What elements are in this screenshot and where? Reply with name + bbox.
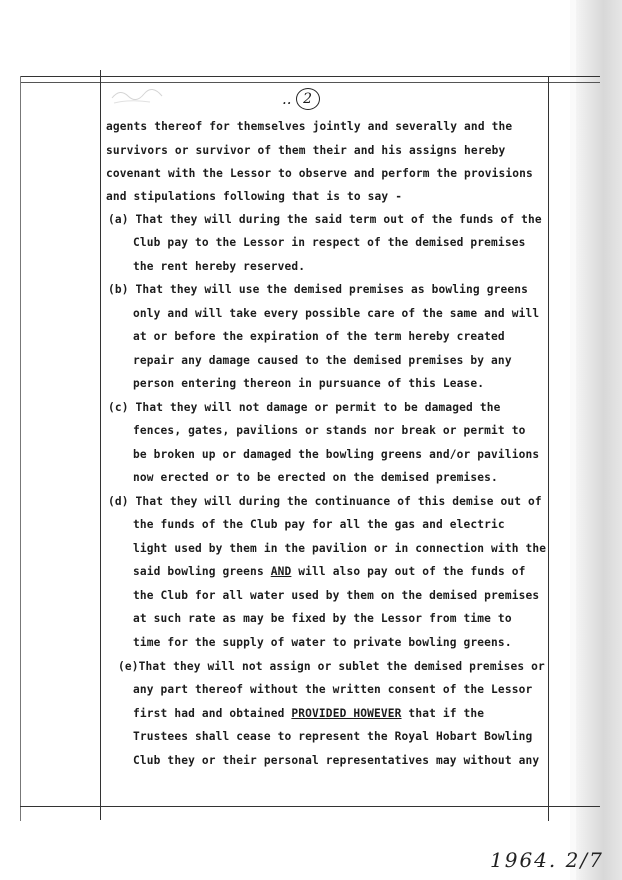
text-line: any part thereof without the written consent of the Lessor (133, 683, 533, 696)
page-number-prefix: .. (282, 90, 292, 108)
text-line: person entering thereon in pursuance of this Lease. (133, 377, 485, 390)
text-line: (d) That they will during the continuance of this demise out of (108, 495, 542, 508)
bottom-rule (20, 806, 600, 807)
text-line: the rent hereby reserved. (133, 260, 306, 273)
text-line: only and will take every possible care of the same and will (133, 307, 540, 320)
faint-scribble (110, 84, 170, 106)
text-line: Club they or their personal representatives may without any (133, 754, 540, 767)
scan-edge-highlight (570, 0, 576, 880)
text-line: time for the supply of water to private bowling greens. (133, 636, 512, 649)
text-line: said bowling greens AND will also pay out of the funds of (133, 565, 526, 578)
text-line: (c) That they will not damage or permit to be damaged the (108, 401, 501, 414)
text-line: fences, gates, pavilions or stands nor break or permit to (133, 424, 526, 437)
text-line: Club pay to the Lessor in respect of the demised premises (133, 236, 526, 249)
text-line: (e)That they will not assign or sublet the demised premises or (118, 660, 545, 673)
handwritten-reference: 1964. 2/7 (490, 848, 604, 872)
scan-edge-shadow (576, 0, 622, 880)
text-line: first had and obtained PROVIDED HOWEVER that if the (133, 707, 485, 720)
text-line: light used by them in the pavilion or in connection with the (133, 542, 547, 555)
right-margin-line (548, 76, 549, 821)
text-line: survivors or survivor of them their and his assigns hereby (106, 144, 506, 157)
text-line: covenant with the Lessor to observe and perform the provisions (106, 167, 533, 180)
text-line: and stipulations following that is to say - (106, 190, 403, 203)
text-line: Trustees shall cease to represent the Royal Hobart Bowling (133, 730, 533, 743)
left-border (20, 76, 21, 821)
text-line: be broken up or damaged the bowling greens and/or pavilions (133, 448, 540, 461)
text-line: agents thereof for themselves jointly and severally and the (106, 120, 513, 133)
text-line: (a) That they will during the said term out of the funds of the (108, 213, 542, 226)
top-rule (20, 76, 600, 77)
page-number-circled: 2 (296, 88, 320, 110)
text-line: (b) That they will use the demised premises as bowling greens (108, 283, 529, 296)
text-line: at such rate as may be fixed by the Lessor from time to (133, 612, 512, 625)
top-rule-double (20, 82, 600, 83)
text-line: the Club for all water used by them on the demised premises (133, 589, 540, 602)
underlined-phrase: PROVIDED HOWEVER (291, 707, 402, 720)
page-number (282, 88, 320, 110)
underlined-phrase: AND (270, 565, 292, 578)
text-line: now erected or to be erected on the demised premises. (133, 471, 498, 484)
margin-line (100, 70, 101, 820)
text-line: at or before the expiration of the term hereby created (133, 330, 505, 343)
text-line: repair any damage caused to the demised premises by any (133, 354, 512, 367)
text-line: the funds of the Club pay for all the gas and electric (133, 518, 505, 531)
